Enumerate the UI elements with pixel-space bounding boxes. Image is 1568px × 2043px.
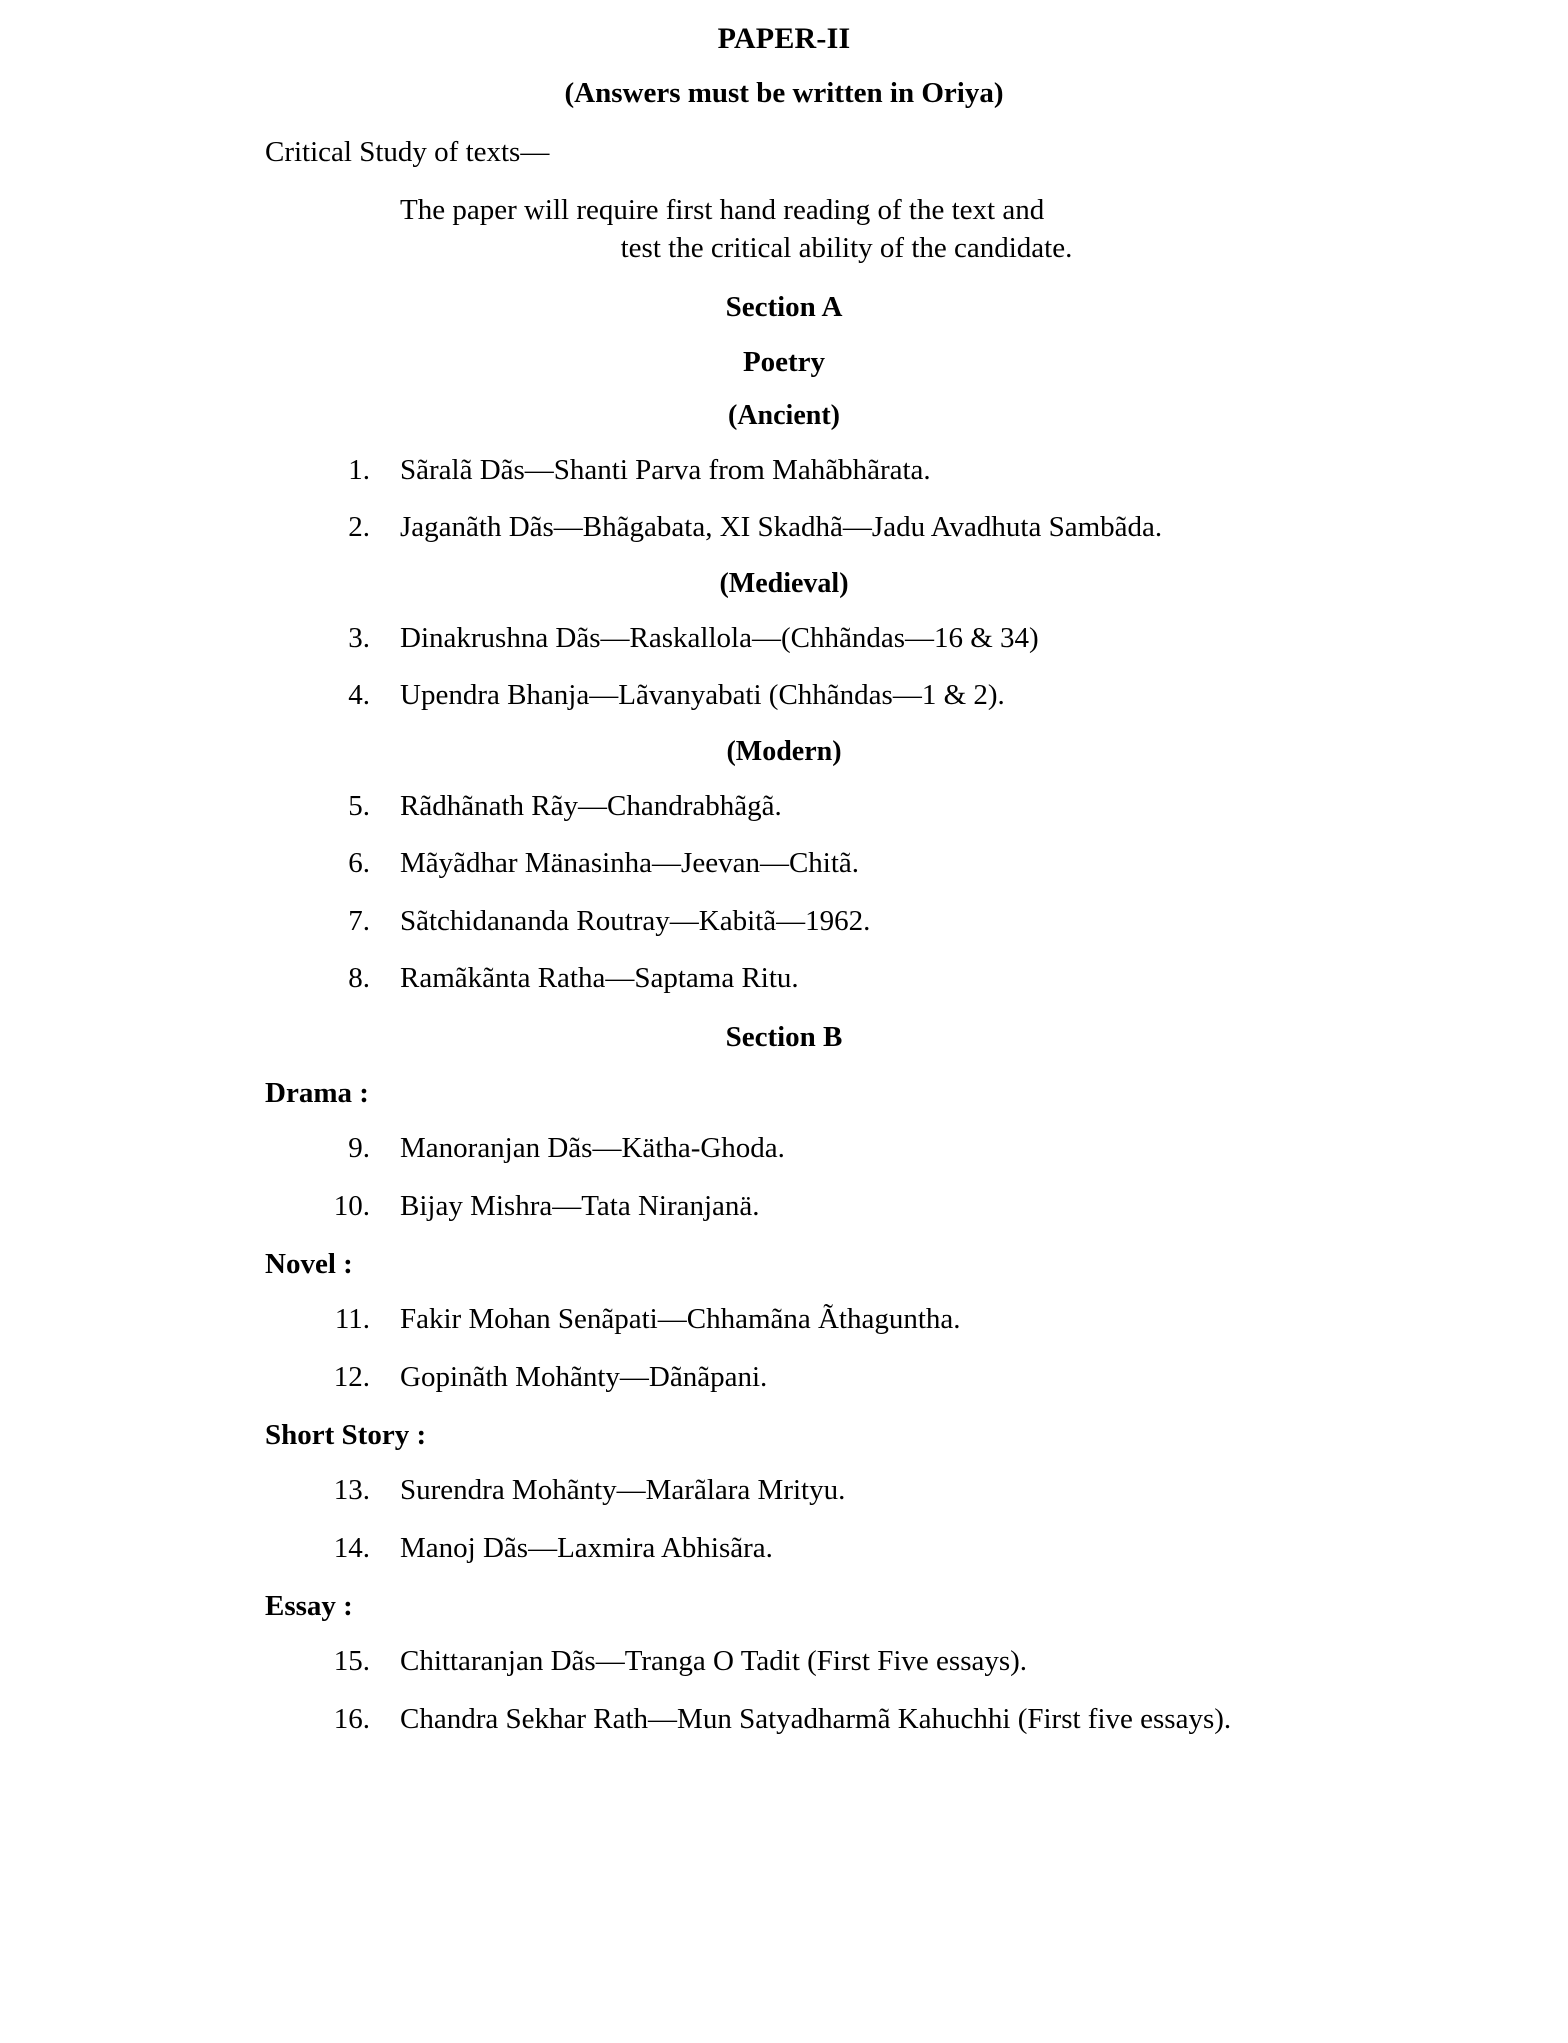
list-item-text: Chittaranjan Dãs—Tranga O Tadit (First Five essays). [400, 1645, 1028, 1678]
list-item-text: Jaganãth Dãs—Bhãgabata, XI Skadhã—Jadu Avadhuta Sambãda. [400, 511, 1163, 544]
section-a-genre: Poetry [742, 345, 826, 378]
category-label-short-story: Short Story : [265, 1419, 427, 1452]
list-item [0, 787, 1568, 826]
list-item-number: 1. [348, 453, 370, 486]
list-item-number: 10. [333, 1189, 370, 1222]
list-item [0, 1187, 1568, 1226]
list-item-number: 12. [333, 1360, 370, 1393]
list-item [0, 1529, 1568, 1568]
list-item-text: Mãyãdhar Mänasinha—Jeevan—Chitã. [400, 847, 860, 880]
list-item-text: Upendra Bhanja—Lãvanyabati (Chhãndas—1 & 2). [400, 679, 1005, 712]
list-item-text: Surendra Mohãnty—Marãlara Mrityu. [400, 1474, 846, 1507]
list-item-text: Chandra Sekhar Rath—Mun Satyadharmã Kahuchhi (First five essays). [400, 1702, 1232, 1735]
list-item [0, 1642, 1568, 1681]
period-heading-modern: (Modern) [726, 735, 842, 767]
list-item [0, 619, 1568, 658]
list-item-text: Sãralã Dãs—Shanti Parva from Mahãbhãrata. [400, 453, 931, 486]
list-item-text: Rãdhãnath Rãy—Chandrabhãgã. [400, 789, 782, 822]
list-item-number: 4. [348, 679, 370, 712]
list-item [0, 1300, 1568, 1339]
list-item-number: 9. [348, 1132, 370, 1165]
list-item [0, 902, 1568, 941]
list-item-number: 11. [334, 1303, 370, 1336]
category-label-essay: Essay : [265, 1590, 353, 1623]
list-item-text: Sãtchidananda Routray—Kabitã—1962. [400, 904, 871, 937]
list-item [0, 676, 1568, 715]
section-a-heading: Section A [725, 290, 843, 323]
list-item-text: Manoj Dãs—Laxmira Abhisãra. [400, 1531, 773, 1564]
paper-subtitle: (Answers must be written in Oriya) [564, 77, 1004, 109]
intro-paragraph [0, 191, 1568, 268]
list-item-text: Ramãkãnta Ratha—Saptama Ritu. [400, 962, 799, 995]
period-heading-ancient: (Ancient) [728, 399, 840, 431]
list-item-number: 3. [348, 621, 370, 654]
list-item [0, 959, 1568, 998]
list-item [0, 451, 1568, 490]
list-item-number: 16. [333, 1702, 370, 1735]
list-item [0, 1129, 1568, 1168]
category-label-novel: Novel : [265, 1248, 353, 1281]
list-item-text: Dinakrushna Dãs—Raskallola—(Chhãndas—16 & 34) [400, 621, 1039, 654]
list-item [0, 844, 1568, 883]
page-title: PAPER-II [717, 22, 851, 55]
list-item-text: Bijay Mishra—Tata Niranjanä. [400, 1189, 760, 1222]
list-item-number: 15. [333, 1645, 370, 1678]
list-item-number: 13. [333, 1474, 370, 1507]
list-item-number: 14. [333, 1531, 370, 1564]
list-item-number: 6. [348, 847, 370, 880]
list-item [0, 1700, 1568, 1739]
list-item [0, 1471, 1568, 1510]
list-item-number: 8. [348, 962, 370, 995]
period-heading-medieval: (Medieval) [719, 567, 849, 599]
list-item [0, 508, 1568, 547]
list-item-number: 5. [348, 789, 370, 822]
intro-line-2: test the critical ability of the candidate. [620, 232, 1073, 265]
list-item-number: 7. [348, 904, 370, 937]
list-item-text: Manoranjan Dãs—Kätha-Ghoda. [400, 1132, 785, 1165]
lead-line: Critical Study of texts— [265, 136, 550, 168]
list-item-number: 2. [348, 511, 370, 544]
intro-line-1: The paper will require first hand reading of the text and [400, 194, 1045, 226]
list-item-text: Gopinãth Mohãnty—Dãnãpani. [400, 1360, 768, 1393]
list-item [0, 1358, 1568, 1397]
section-b-heading: Section B [725, 1021, 843, 1054]
document-page [0, 14, 1568, 2043]
category-label-drama: Drama : [265, 1077, 369, 1110]
list-item-text: Fakir Mohan Senãpati—Chhamãna Ãthaguntha. [400, 1303, 961, 1336]
